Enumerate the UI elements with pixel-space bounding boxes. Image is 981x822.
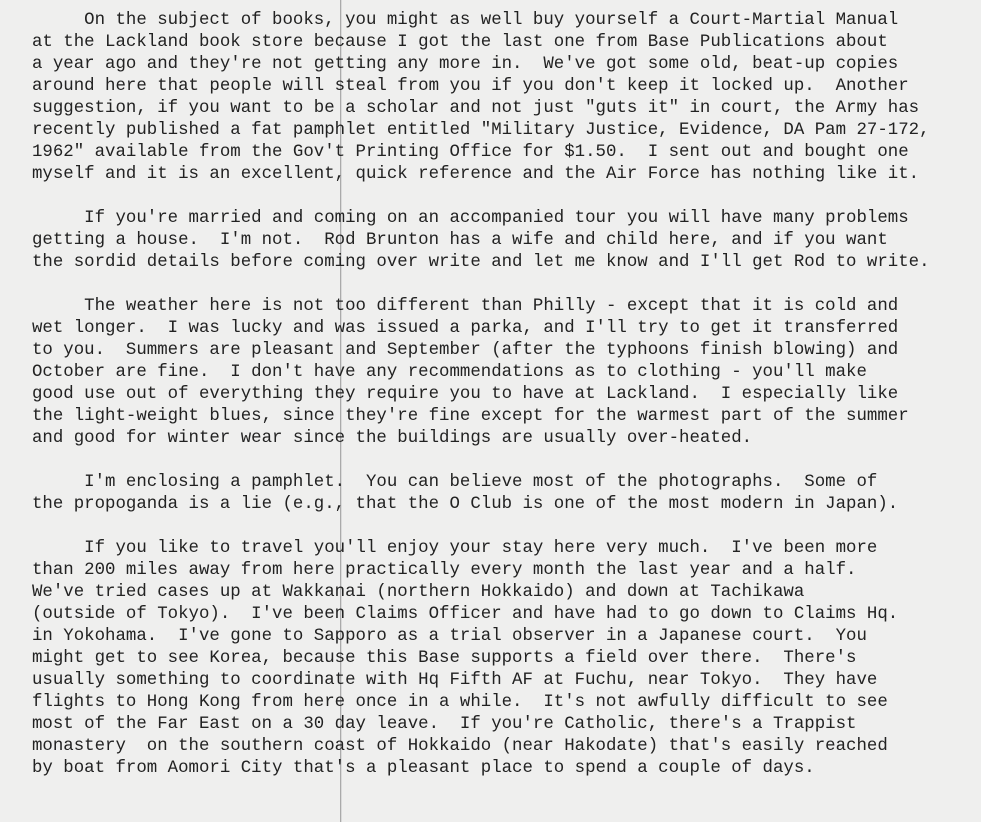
letter-line: usually something to coordinate with Hq Fifth AF at Fuchu, near Tokyo. They have [32,671,878,690]
letter-line: suggestion, if you want to be a scholar and not just "guts it" in court, the Army has [32,99,920,118]
letter-line: getting a house. I'm not. Rod Brunton has a wife and child here, and if you want [32,231,888,250]
letter-line: the light-weight blues, since they're fine except for the warmest part of the summer [32,407,909,426]
letter-line: than 200 miles away from here practically every month the last year and a half. [32,561,857,580]
letter-paragraph [32,208,977,274]
letter-line: by boat from Aomori City that's a pleasant place to spend a couple of days. [32,759,815,778]
letter-paragraph [32,296,977,450]
letter-line: monastery on the southern coast of Hokkaido (near Hakodate) that's easily reached [32,737,888,756]
letter-paragraph [32,538,977,780]
letter-line: (outside of Tokyo). I've been Claims Officer and have had to go down to Claims Hq. [32,605,899,624]
letter-line: around here that people will steal from you if you don't keep it locked up. Another [32,77,909,96]
letter-line: 1962" available from the Gov't Printing Office for $1.50. I sent out and bought one [32,143,909,162]
letter-line: the propoganda is a lie (e.g., that the O Club is one of the most modern in Japan). [32,495,899,514]
letter-line: in Yokohama. I've gone to Sapporo as a trial observer in a Japanese court. You [32,627,867,646]
letter-line: the sordid details before coming over write and let me know and I'll get Rod to write. [32,253,930,272]
letter-line: If you're married and coming on an accompanied tour you will have many problems [32,209,909,228]
letter-line: On the subject of books, you might as well buy yourself a Court-Martial Manual [32,11,899,30]
letter-line: We've tried cases up at Wakkanai (northern Hokkaido) and down at Tachikawa [32,583,805,602]
letter-line: The weather here is not too different than Philly - except that it is cold and [32,297,899,316]
letter-line: October are fine. I don't have any recommendations as to clothing - you'll make [32,363,867,382]
letter-line: a year ago and they're not getting any more in. We've got some old, beat-up copies [32,55,899,74]
letter-paragraph [32,472,977,516]
letter-line: might get to see Korea, because this Base supports a field over there. There's [32,649,857,668]
letter-line: myself and it is an excellent, quick reference and the Air Force has nothing like it. [32,165,920,184]
letter-line: good use out of everything they require you to have at Lackland. I especially like [32,385,899,404]
letter-paragraph [32,10,977,186]
letter-line: at the Lackland book store because I got the last one from Base Publications about [32,33,888,52]
letter-line: and good for winter wear since the buildings are usually over-heated. [32,429,753,448]
letter-line: If you like to travel you'll enjoy your stay here very much. I've been more [32,539,878,558]
letter-line: most of the Far East on a 30 day leave. If you're Catholic, there's a Trappist [32,715,857,734]
letter-line: recently published a fat pamphlet entitled "Military Justice, Evidence, DA Pam 27-172, [32,121,930,140]
letter-line: I'm enclosing a pamphlet. You can believe most of the photographs. Some of [32,473,878,492]
typed-letter [32,10,977,802]
letter-line: to you. Summers are pleasant and September (after the typhoons finish blowing) and [32,341,899,360]
letter-line: wet longer. I was lucky and was issued a parka, and I'll try to get it transferred [32,319,899,338]
letter-line: flights to Hong Kong from here once in a while. It's not awfully difficult to see [32,693,888,712]
